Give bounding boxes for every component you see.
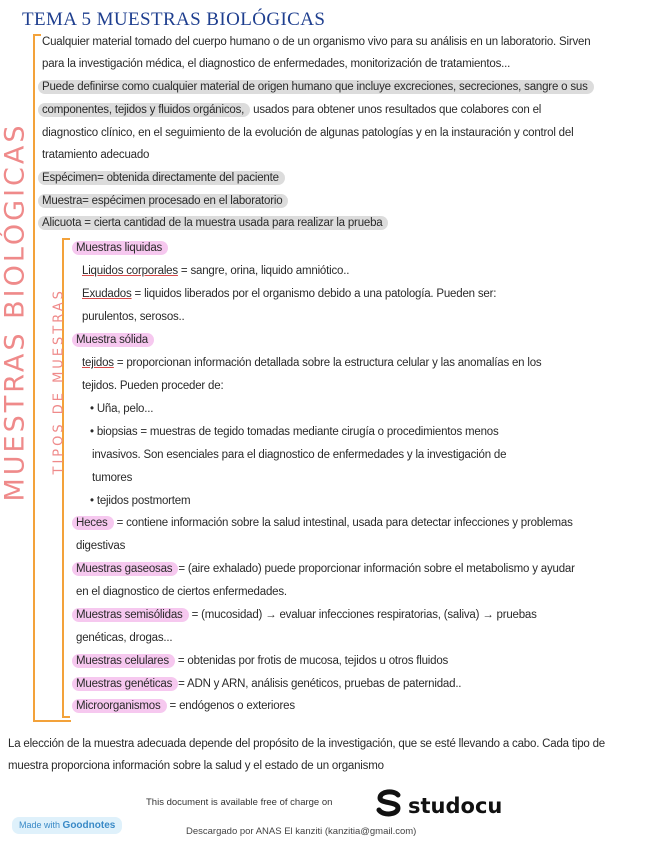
type-geneticas [76, 678, 461, 690]
highlight-gray: Espécimen= obtenida directamente del paciente [38, 171, 285, 185]
outer-bracket [33, 34, 35, 720]
side-label-muestras-biologicas: MUESTRAS BIOLÓGICAS [0, 122, 31, 502]
bullet-item: tumores [92, 472, 133, 484]
list-item: genéticas, drogas... [76, 632, 173, 644]
list-item: digestivas [76, 540, 126, 552]
side-label-tipos-de-muestras: TIPOS DE MUESTRAS [51, 288, 67, 475]
text: = liquidos liberados por el organismo debido a una patología. Pueden ser: [131, 288, 497, 300]
text: = obtenidas por frotis de mucosa, tejidos u otros fluidos [174, 655, 449, 667]
text: = contiene información sobre la salud intestinal, usada para detectar infecciones y problemas [113, 517, 573, 529]
highlight-gray: Puede definirse como cualquier material de origen humano que incluye excreciones, secreciones, sangre o sus [38, 80, 594, 94]
inner-bracket-bottom [62, 716, 70, 718]
highlight-pink: Muestra sólida [72, 333, 154, 347]
def-muestra [42, 195, 288, 207]
text: = (mucosidad) → evaluar infecciones respiratorias, (saliva) → pruebas [188, 609, 537, 621]
highlight-pink: Heces [72, 516, 114, 530]
type-celulares [76, 655, 448, 667]
highlight-gray: Muestra= espécimen procesado en el laboratorio [38, 194, 288, 208]
intro-line: para la investigación médica, el diagnostico de enfermedades, monitorización de tratamientos... [42, 58, 511, 70]
page-title: TEMA 5 MUESTRAS BIOLÓGICAS [22, 9, 326, 30]
bullet-item: invasivos. Son esenciales para el diagnostico de enfermedades y la investigación de [92, 449, 507, 461]
highlight-pink: Muestras gaseosas [72, 562, 178, 576]
intro-line: Cualquier material tomado del cuerpo humano o de un organismo vivo para su análisis en un laboratorio. Sirven [42, 36, 591, 48]
intro-line [42, 104, 541, 116]
highlight-pink: Muestras liquidas [72, 241, 168, 255]
studocu-logo[interactable] [374, 788, 502, 823]
highlight-pink: Muestras celulares [72, 654, 175, 668]
list-item [82, 265, 349, 277]
def-alicuota [42, 217, 388, 229]
term: Exudados [82, 288, 132, 300]
conclusion-line: La elección de la muestra adecuada depende del propósito de la investigación, que se esté llevando a cabo. Cada tipo de [8, 738, 605, 750]
intro-line: diagnostico clínico, en el seguimiento de la evolución de algunas patologías y en la instauración y control del [42, 127, 574, 139]
list-item [82, 357, 541, 369]
text: = proporcionan información detallada sobre la estructura celular y las anomalías en los [113, 357, 542, 369]
highlight-pink: Microorganismos [72, 699, 167, 713]
highlight-pink: Muestras semisólidas [72, 608, 189, 622]
bullet-item: • biopsias = muestras de tegido tomadas mediante cirugía o procedimientos menos [90, 426, 499, 438]
conclusion-line: muestra proporciona información sobre la salud y el estado de un organismo [8, 760, 384, 772]
term: tejidos [82, 357, 114, 369]
goodnotes-badge [12, 817, 122, 834]
intro-line: tratamiento adecuado [42, 149, 150, 161]
goodnotes-name: Goodnotes [62, 820, 116, 831]
text: = endógenos o exteriores [166, 700, 295, 712]
highlight-pink: Muestras genéticas [72, 677, 178, 691]
type-semisolidas [76, 609, 537, 621]
inner-bracket-top [62, 238, 70, 240]
text: = ADN y ARN, análisis genéticos, pruebas de paternidad.. [178, 678, 462, 690]
outer-bracket-bottom [33, 720, 71, 722]
available-notice: This document is available free of charge on [146, 797, 333, 808]
list-item: purulentos, serosos.. [82, 311, 185, 323]
outer-bracket-top [33, 34, 41, 36]
type-heces [76, 517, 573, 529]
list-item [82, 288, 496, 300]
highlight-gray: componentes, tejidos y fluidos orgánicos, [38, 103, 250, 117]
highlight-gray: Alicuota = cierta cantidad de la muestra usada para realizar la prueba [38, 216, 388, 230]
intro-line [42, 81, 594, 93]
text: usados para obtener unos resultados que colabores con el [250, 104, 542, 116]
goodnotes-prefix: Made with [19, 820, 61, 830]
type-liquidas [76, 242, 168, 254]
text: = (aire exhalado) puede proporcionar información sobre el metabolismo y ayudar [178, 563, 575, 575]
type-gaseosas [76, 563, 575, 575]
type-solida [76, 334, 154, 346]
bullet-item: • tejidos postmortem [90, 495, 191, 507]
studocu-brand: studocu [408, 793, 503, 818]
bullet-item: • Uña, pelo... [90, 403, 154, 415]
studocu-icon [374, 788, 404, 823]
type-microorganismos [76, 700, 295, 712]
term: Liquidos corporales [82, 265, 178, 277]
list-item: en el diagnostico de ciertos enfermedades. [76, 586, 287, 598]
def-especimen [42, 172, 285, 184]
downloaded-by: Descargado por ANAS El kanziti (kanzitia@gmail.com) [186, 826, 417, 837]
text: = sangre, orina, liquido amniótico.. [177, 265, 350, 277]
list-item: tejidos. Pueden proceder de: [82, 380, 224, 392]
